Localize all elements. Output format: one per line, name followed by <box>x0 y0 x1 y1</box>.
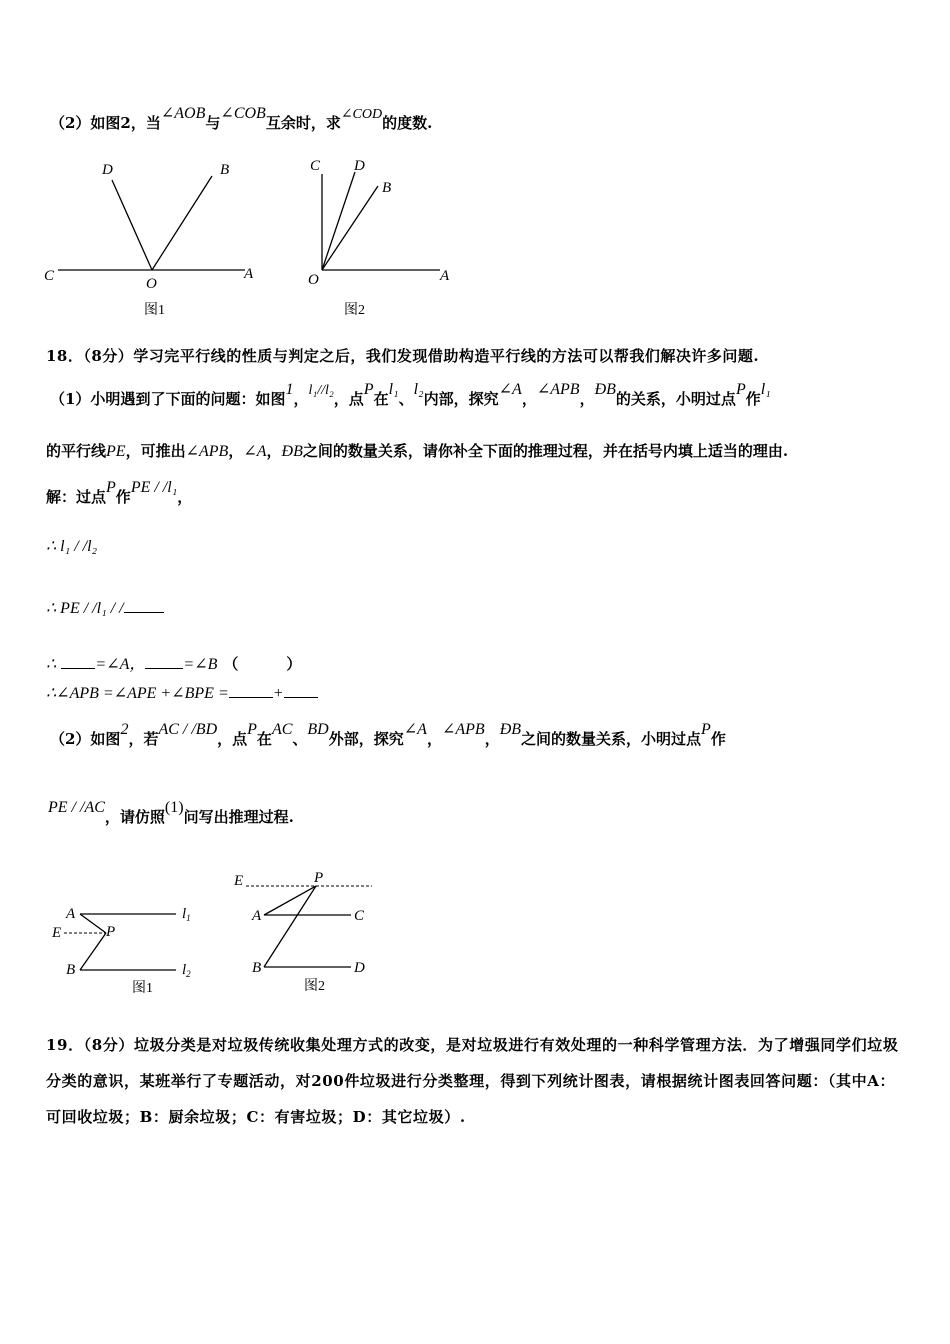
q18-step4-blank1[interactable] <box>229 683 273 698</box>
q18-p1-sep: ， <box>293 390 309 408</box>
fig18-1-label-a: A <box>66 906 76 922</box>
q18-l2: l₂ <box>413 381 424 398</box>
q18-figure-1 <box>51 906 191 996</box>
label-c: C <box>44 268 55 284</box>
q18-dun2: 、 <box>292 730 308 748</box>
label-o: O <box>146 276 157 292</box>
q17-yu: 与 <box>205 114 221 132</box>
q18-c5: ， <box>426 730 442 748</box>
label-d: D <box>102 162 113 178</box>
q18-zuo2: 作 <box>115 488 131 506</box>
q18-part2-line1 <box>50 721 726 749</box>
q18-xiechu: 问写出推理过程. <box>183 808 294 826</box>
q18-one: (1) <box>164 799 184 816</box>
fig18-2-label-c: C <box>354 908 365 924</box>
q18-step2-text: ∴ PE / /l₁ / / <box>46 600 124 617</box>
q18-comma2: ， <box>579 390 595 408</box>
q18-angle-a: ∠A <box>498 381 522 398</box>
q18-pe-ac: PE / /AC <box>48 799 105 816</box>
label-d2: D <box>354 158 365 174</box>
q18-title: 18．（8分）学习完平行线的性质与判定之后，我们发现借助构造平行线的方法可以帮我们解决许多问题. <box>46 347 760 365</box>
q18-p2: P <box>735 381 746 398</box>
q18-l1b: l₁ <box>760 381 771 398</box>
q18-waibu: 外部，探究 <box>328 730 404 748</box>
q18-step3-eq-a: =∠A， <box>95 656 146 673</box>
q18-p5: P <box>701 721 711 738</box>
fig18-2-label-b: B <box>252 960 262 976</box>
q18-step1: ∴ l₁ / /l₂ <box>46 538 98 555</box>
fig18-l2-sub: 2 <box>186 969 191 979</box>
q18-step4-plus: + <box>272 685 284 702</box>
fig18-2-label-a: A <box>252 908 262 924</box>
fig18-1-label-p: P <box>106 924 116 940</box>
q18-step3-eq-b: =∠B <box>183 656 218 673</box>
q18-part1-line1 <box>50 381 771 409</box>
fig18-2-label-d: D <box>354 960 365 976</box>
q18-p2-lead: （2）如图 <box>50 730 121 748</box>
q18-p1-lead: （1）小明遇到了下面的问题：如图 <box>50 390 286 408</box>
q18-p1-fig: 1 <box>285 381 294 398</box>
q18-angle-a3: ∠A <box>403 721 427 738</box>
q18-figure-2 <box>233 870 372 994</box>
q18-figures <box>46 866 386 996</box>
q18-pe: PE <box>106 443 126 460</box>
fig18-1-caption: 图1 <box>132 981 153 996</box>
fig18-1-label-b: B <box>66 962 76 978</box>
q17-tail: 的度数. <box>382 114 433 132</box>
q18-jie-tail: ， <box>177 488 193 506</box>
q18-c3: ， <box>228 442 244 460</box>
q18-l1l2: l₁//l₂ <box>308 383 334 398</box>
q18-zai: 在 <box>373 390 389 408</box>
fig18-2-label-p: P <box>314 870 324 886</box>
q18-angle-apb3: ∠APB <box>441 721 485 738</box>
fig18-l2-letter: l <box>182 962 187 978</box>
q18-angle-b3: ÐB <box>499 721 522 738</box>
q18-zuo3: 作 <box>710 730 726 748</box>
q18-dun: 、 <box>398 390 414 408</box>
q18-solution-line <box>46 479 193 507</box>
q17-part2-line <box>50 105 433 133</box>
label-a: A <box>244 266 254 282</box>
q18-bd: BD <box>307 721 329 738</box>
q17-figure-1 <box>44 162 254 318</box>
q18-part1-line2 <box>46 440 788 461</box>
q17-figures <box>40 152 470 322</box>
q18-step2 <box>46 594 164 618</box>
q18-step4-text: ∴∠APB =∠APE +∠BPE = <box>46 685 229 702</box>
fig18-l1-sub: 1 <box>186 913 191 923</box>
fig2-caption: 图2 <box>344 303 365 318</box>
q17-figure-2 <box>308 158 450 318</box>
q18-l1: l₁ <box>388 381 399 398</box>
q18-dian2: ，点 <box>217 730 248 748</box>
fig18-1-label-e: E <box>52 925 62 941</box>
fig18-l1-letter: l <box>182 906 187 922</box>
fig18-2-label-e: E <box>234 873 244 889</box>
q18-line2-tail: 之间的数量关系，请你补全下面的推理过程，并在括号内填上适当的理由. <box>302 442 789 460</box>
q18-angle-apb2: ∠APB <box>185 443 229 460</box>
q18-p2-fig: 2 <box>120 721 129 738</box>
q18-p4: P <box>247 721 257 738</box>
angle-cob: ∠COB <box>220 105 266 122</box>
q18-angle-a2: ∠A <box>243 443 267 460</box>
angle-aob: ∠AOB <box>160 105 206 122</box>
angle-cod: ∠COD <box>340 107 383 122</box>
q18-angle-apb: ∠APB <box>536 381 580 398</box>
q18-ac: AC <box>271 721 293 738</box>
q18-step4 <box>46 683 318 703</box>
q18-pe-l1: PE / /l₁ <box>130 479 178 496</box>
q18-step3 <box>46 651 301 674</box>
q18-c6: ， <box>484 730 500 748</box>
q18-ac-bd: AC / /BD <box>158 721 218 738</box>
q17-huyu: 互余时，求 <box>265 114 341 132</box>
label-c2: C <box>310 158 321 174</box>
fig18-1-label-l2 <box>182 962 191 979</box>
q18-angle-b: ÐB <box>594 381 616 398</box>
q18-ruo: ，若 <box>128 730 159 748</box>
q18-neibu: 内部，探究 <box>423 390 499 408</box>
fig1-caption: 图1 <box>144 303 165 318</box>
q18-step4-blank2[interactable] <box>284 683 318 698</box>
label-o2: O <box>308 272 319 288</box>
q18-p: P <box>363 381 374 398</box>
q17-part2-lead: （2）如图2，当 <box>50 114 161 132</box>
q18-step3-paren-right: ） <box>286 655 302 673</box>
q18-zuo: 作 <box>745 390 761 408</box>
q18-comma: ， <box>521 390 537 408</box>
label-b: B <box>220 162 230 178</box>
q19-paragraph: 19．（8分）垃圾分类是对垃圾传统收集处理方式的改变，是对垃圾进行有效处理的一种科学管理方法．为了增强同学们垃圾分类的意识，某班举行了专题活动，对200件垃圾进行分类整理，得到下列统计图表，请根据统计图表回答问题：（其中A：可回收垃圾；B：厨余垃圾；C：有害垃圾；D：其它垃圾）. <box>46 1036 899 1126</box>
q18-dian: ，点 <box>333 390 364 408</box>
q18-step3-blank1[interactable] <box>61 654 95 669</box>
q18-fangzhao: ，请仿照 <box>104 808 165 826</box>
label-b2: B <box>382 180 392 196</box>
q18-jie: 解：过点 <box>46 488 107 506</box>
q18-step3-paren-left: （ <box>223 655 239 673</box>
q18-part2-line2 <box>48 799 294 827</box>
q18-guanxi: 的关系，小明过点 <box>615 390 736 408</box>
label-a2: A <box>440 268 450 284</box>
q18-p3: P <box>106 479 116 496</box>
q18-c4: ， <box>266 442 282 460</box>
q18-tuichu: ，可推出 <box>125 442 186 460</box>
q18-zai2: 在 <box>256 730 272 748</box>
q18-line2-lead: 的平行线 <box>46 442 107 460</box>
q18-step3-therefore: ∴ <box>46 656 57 673</box>
q18-angle-b2: ÐB <box>281 443 303 460</box>
fig18-2-caption: 图2 <box>304 979 325 994</box>
q18-step2-blank[interactable] <box>124 594 164 613</box>
q18-p2-tail: 之间的数量关系，小明过点 <box>521 730 702 748</box>
q18-step3-blank2[interactable] <box>145 654 183 669</box>
fig18-1-label-l1 <box>182 906 191 923</box>
